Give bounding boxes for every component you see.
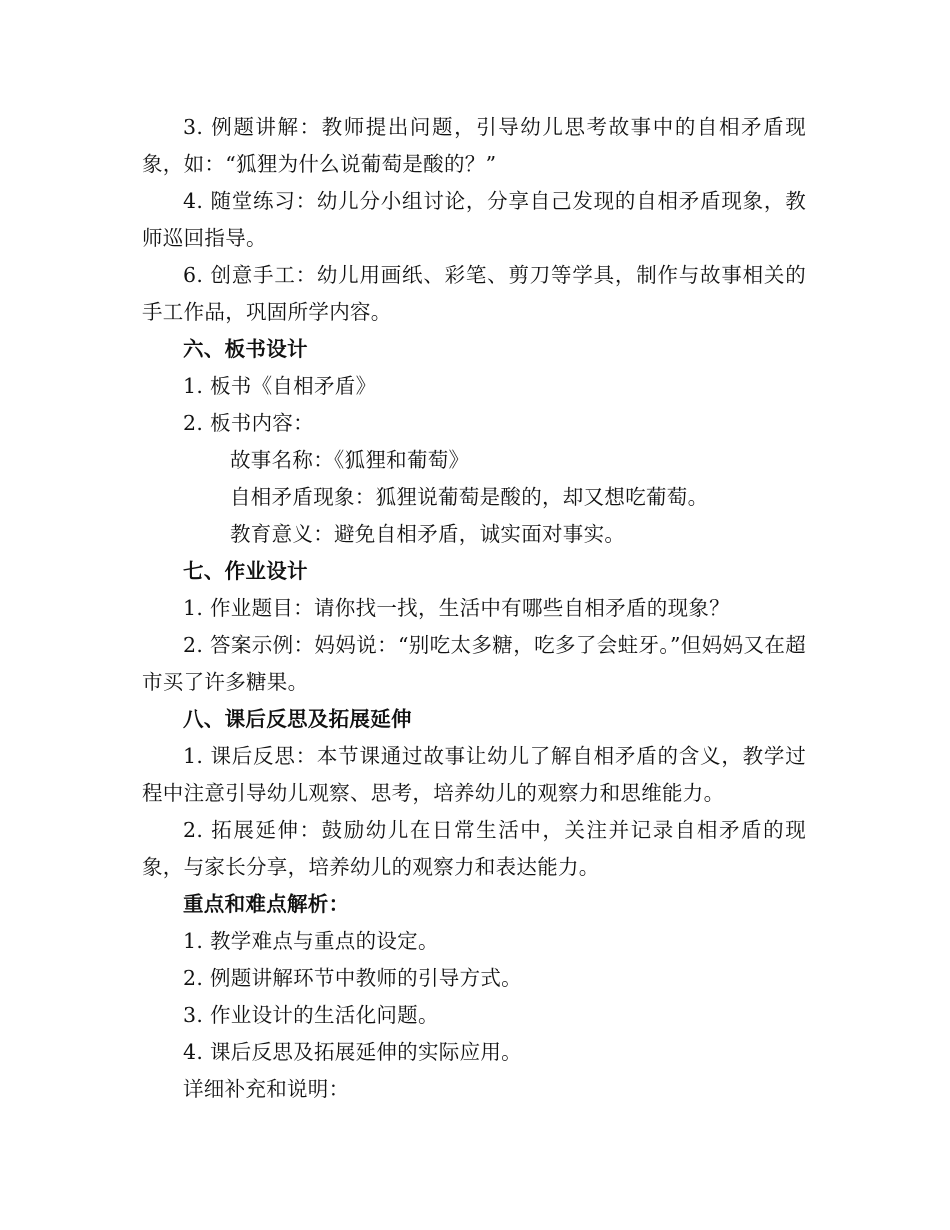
paragraph-key-point-4: 4. 课后反思及拓展延伸的实际应用。 [183,1040,522,1064]
paragraph-answer-example: 2. 答案示例：妈妈说：“别吃太多糖，吃多了会蛀牙。”但妈妈又在超市买了许多糖果。 [142,633,806,694]
paragraph-detail-note: 详细补充和说明： [183,1077,350,1101]
paragraph-creative-handcraft: 6. 创意手工：幼儿用画纸、彩笔、剪刀等学具，制作与故事相关的手工作品，巩固所学内容。 [142,263,806,324]
paragraph-extension: 2. 拓展延伸：鼓励幼儿在日常生活中，关注并记录自相矛盾的现象，与家长分享，培养幼儿的观察力和表达能力。 [142,818,806,879]
paragraph-key-point-3: 3. 作业设计的生活化问题。 [183,1003,439,1027]
paragraph-classroom-practice: 4. 随堂练习：幼儿分小组讨论，分享自己发现的自相矛盾现象，教师巡回指导。 [142,189,806,250]
section-heading-blackboard-design: 六、板书设计 [183,337,308,361]
paragraph-key-point-1: 1. 教学难点与重点的设定。 [183,929,439,953]
document-body [142,109,806,1108]
paragraph-blackboard-title: 1. 板书《自相矛盾》 [183,374,377,398]
paragraph-blackboard-content: 2. 板书内容： [183,411,314,435]
paragraph-example-explanation: 3. 例题讲解：教师提出问题，引导幼儿思考故事中的自相矛盾现象，如：“狐狸为什么说葡萄是酸的？” [142,115,806,176]
section-heading-key-points: 重点和难点解析： [183,892,350,916]
blackboard-contradiction: 自相矛盾现象：狐狸说葡萄是酸的，却又想吃葡萄。 [230,485,709,509]
section-heading-reflection-extension: 八、课后反思及拓展延伸 [183,707,412,731]
paragraph-homework-question: 1. 作业题目：请你找一找，生活中有哪些自相矛盾的现象？ [183,596,730,620]
blackboard-meaning: 教育意义：避免自相矛盾，诚实面对事实。 [230,522,626,546]
paragraph-reflection: 1. 课后反思：本节课通过故事让幼儿了解自相矛盾的含义，教学过程中注意引导幼儿观察、思考，培养幼儿的观察力和思维能力。 [142,744,806,805]
section-heading-homework-design: 七、作业设计 [183,559,308,583]
paragraph-key-point-2: 2. 例题讲解环节中教师的引导方式。 [183,966,522,990]
blackboard-story-name: 故事名称：《狐狸和葡萄》 [230,448,470,472]
